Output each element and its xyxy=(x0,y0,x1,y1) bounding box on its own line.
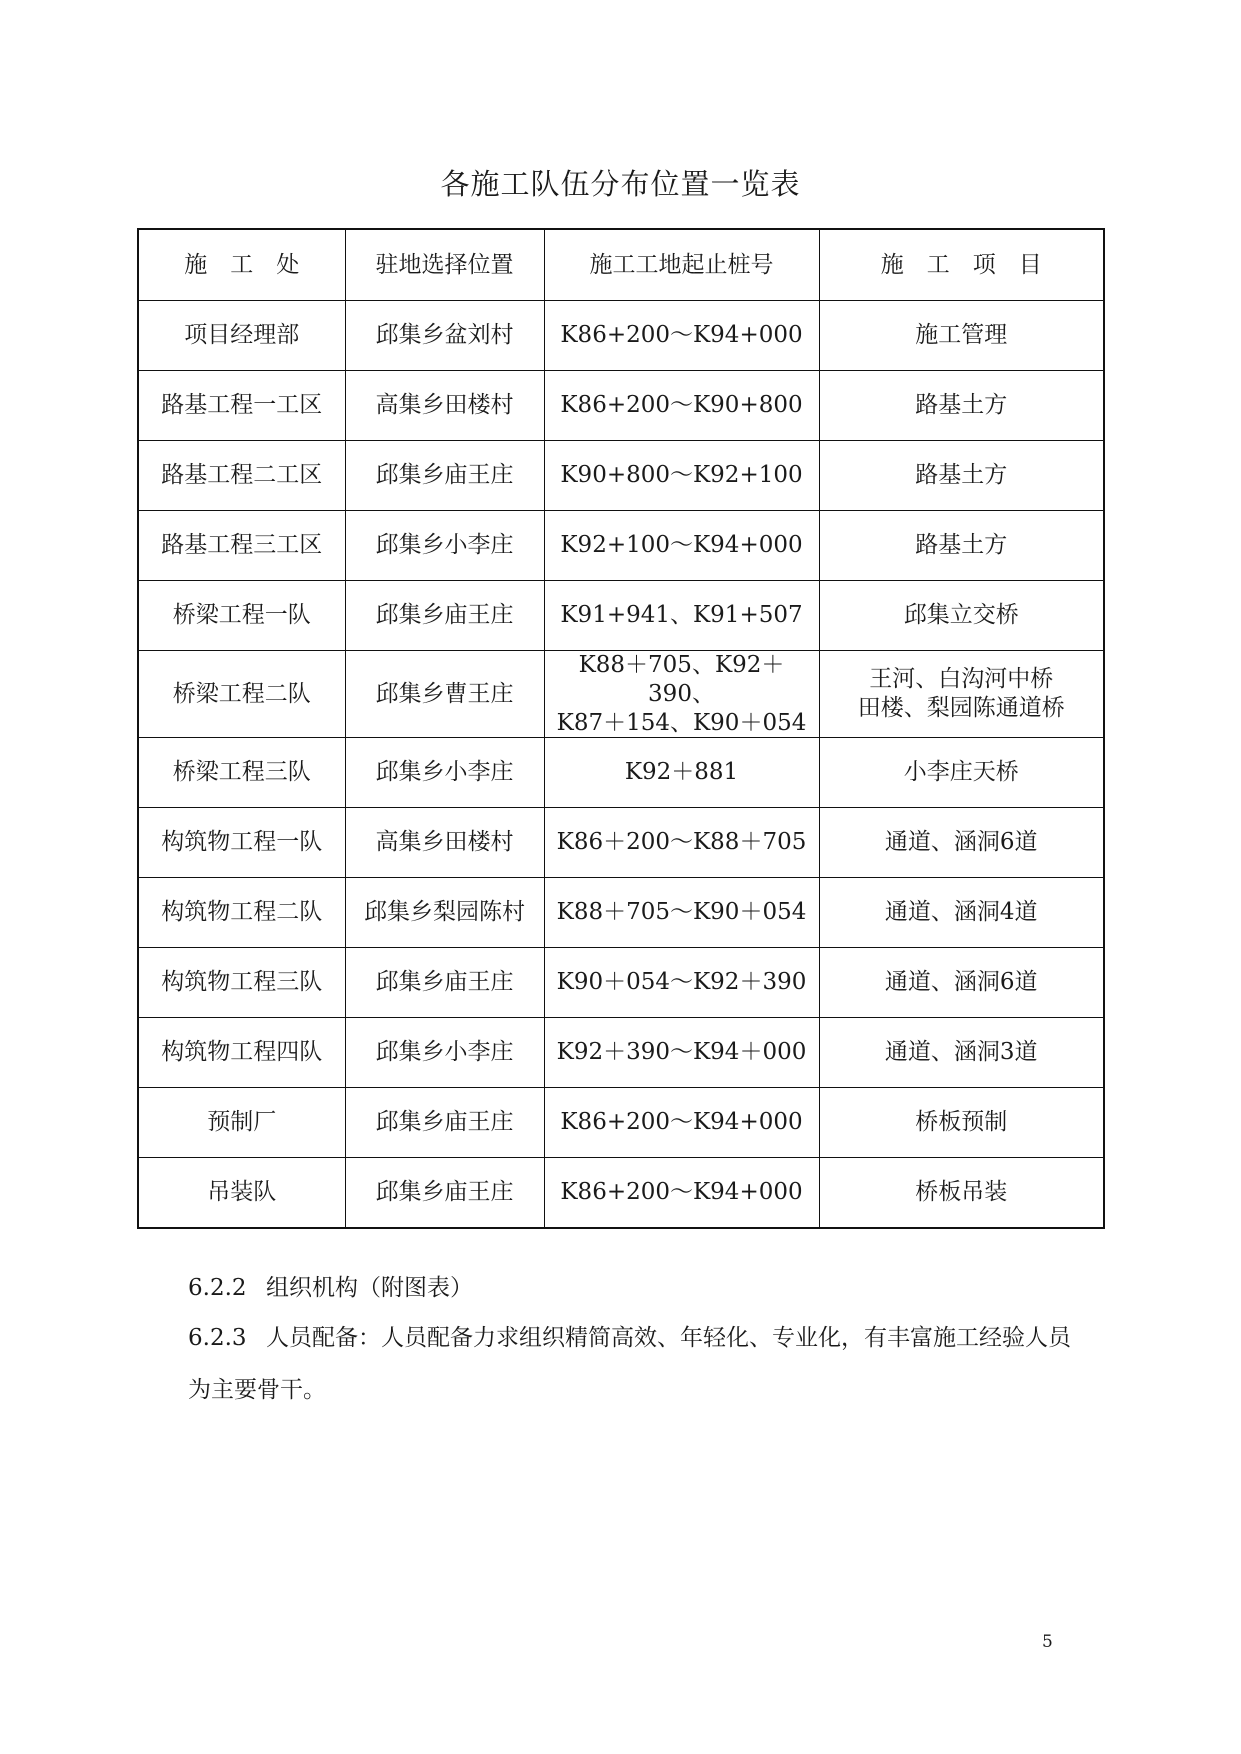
cell-unit: 路基工程一工区 xyxy=(138,371,345,441)
cell-work-line: 王河、白沟河中桥 xyxy=(869,666,1054,693)
cell-unit: 预制厂 xyxy=(138,1088,345,1158)
cell-stations-line: K92＋881 xyxy=(624,759,739,786)
cell-work xyxy=(819,948,1104,1018)
cell-stations-line: K86+200～K94+000 xyxy=(560,322,803,349)
cell-stations-line: K86＋200～K88＋705 xyxy=(556,829,807,856)
cell-work xyxy=(819,581,1104,651)
cell-unit: 吊装队 xyxy=(138,1158,345,1229)
cell-unit: 路基工程三工区 xyxy=(138,511,345,581)
cell-unit: 构筑物工程二队 xyxy=(138,878,345,948)
cell-unit: 构筑物工程四队 xyxy=(138,1018,345,1088)
cell-work xyxy=(819,511,1104,581)
section-6-2-2 xyxy=(188,1262,473,1314)
table-row xyxy=(138,948,1104,1018)
cell-unit: 桥梁工程三队 xyxy=(138,738,345,808)
cell-work-line: 路基土方 xyxy=(915,532,1008,559)
header-stations: 施工工地起止桩号 xyxy=(544,229,819,301)
cell-work-line: 施工管理 xyxy=(915,322,1008,349)
cell-unit: 构筑物工程三队 xyxy=(138,948,345,1018)
cell-work xyxy=(819,441,1104,511)
cell-stations xyxy=(544,441,819,511)
table-row xyxy=(138,511,1104,581)
cell-work xyxy=(819,738,1104,808)
cell-location: 邱集乡小李庄 xyxy=(345,1018,544,1088)
cell-stations xyxy=(544,878,819,948)
table-row xyxy=(138,1088,1104,1158)
cell-stations-line: K88＋705～K90＋054 xyxy=(556,899,807,926)
cell-location: 邱集乡小李庄 xyxy=(345,738,544,808)
cell-unit: 桥梁工程二队 xyxy=(138,651,345,738)
header-work: 施 工 项 目 xyxy=(819,229,1104,301)
cell-stations xyxy=(544,1088,819,1158)
cell-stations xyxy=(544,581,819,651)
cell-work xyxy=(819,1018,1104,1088)
section-number: 6.2.3 xyxy=(188,1325,247,1351)
section-text: 组织机构（附图表） xyxy=(266,1275,473,1301)
cell-work-line: 路基土方 xyxy=(915,392,1008,419)
table-row xyxy=(138,371,1104,441)
cell-work xyxy=(819,1158,1104,1229)
cell-location: 邱集乡小李庄 xyxy=(345,511,544,581)
cell-work xyxy=(819,808,1104,878)
cell-location: 邱集乡庙王庄 xyxy=(345,948,544,1018)
header-unit: 施 工 处 xyxy=(138,229,345,301)
cell-work-line: 通道、涵洞6道 xyxy=(884,969,1038,996)
cell-work-line: 桥板预制 xyxy=(915,1109,1008,1136)
table-row xyxy=(138,1018,1104,1088)
table-row xyxy=(138,581,1104,651)
cell-work xyxy=(819,301,1104,371)
cell-work-line: 田楼、梨园陈通道桥 xyxy=(857,695,1065,722)
cell-work-line: 通道、涵洞3道 xyxy=(884,1039,1038,1066)
cell-stations xyxy=(544,651,819,738)
cell-stations xyxy=(544,1158,819,1229)
cell-work-line: 邱集立交桥 xyxy=(903,602,1019,629)
table-header-row xyxy=(138,229,1104,301)
cell-work xyxy=(819,651,1104,738)
section-number: 6.2.2 xyxy=(188,1275,247,1301)
cell-location: 邱集乡庙王庄 xyxy=(345,441,544,511)
cell-stations-line: K90＋054～K92＋390 xyxy=(556,969,807,996)
cell-work xyxy=(819,878,1104,948)
cell-stations-line: K91+941、K91+507 xyxy=(560,602,803,629)
cell-work-line: 通道、涵洞6道 xyxy=(884,829,1038,856)
team-distribution-table xyxy=(137,228,1105,1229)
cell-location: 高集乡田楼村 xyxy=(345,808,544,878)
cell-work-line: 通道、涵洞4道 xyxy=(884,899,1038,926)
cell-unit: 构筑物工程一队 xyxy=(138,808,345,878)
cell-work-line: 小李庄天桥 xyxy=(903,759,1019,786)
cell-location: 邱集乡梨园陈村 xyxy=(345,878,544,948)
table-row xyxy=(138,1158,1104,1229)
section-text: 人员配备：人员配备力求组织精简高效、年轻化、专业化，有丰富施工经验人员为主要骨干。 xyxy=(188,1325,1071,1403)
cell-stations-line: K88＋705、K92＋390、 xyxy=(578,652,785,707)
cell-location: 邱集乡盆刘村 xyxy=(345,301,544,371)
table-row xyxy=(138,808,1104,878)
cell-work-line: 路基土方 xyxy=(915,462,1008,489)
cell-stations-line: K92＋390～K94＋000 xyxy=(556,1039,807,1066)
table-row xyxy=(138,651,1104,738)
cell-stations xyxy=(544,371,819,441)
cell-location: 邱集乡曹王庄 xyxy=(345,651,544,738)
cell-stations xyxy=(544,948,819,1018)
cell-work-line: 桥板吊装 xyxy=(915,1179,1008,1206)
cell-unit: 路基工程二工区 xyxy=(138,441,345,511)
cell-location: 邱集乡庙王庄 xyxy=(345,1158,544,1229)
page-number: 5 xyxy=(1042,1632,1053,1652)
cell-stations-line: K86+200～K94+000 xyxy=(560,1109,803,1136)
cell-work xyxy=(819,1088,1104,1158)
cell-stations-line: K92+100～K94+000 xyxy=(560,532,803,559)
cell-location: 邱集乡庙王庄 xyxy=(345,581,544,651)
cell-stations-line: K90+800～K92+100 xyxy=(560,462,803,489)
cell-stations-line: K86+200～K90+800 xyxy=(560,392,803,419)
table-row xyxy=(138,441,1104,511)
cell-unit: 项目经理部 xyxy=(138,301,345,371)
cell-stations xyxy=(544,808,819,878)
table-row xyxy=(138,301,1104,371)
cell-stations xyxy=(544,1018,819,1088)
cell-work xyxy=(819,371,1104,441)
header-location: 驻地选择位置 xyxy=(345,229,544,301)
cell-stations-line: K87＋154、K90＋054 xyxy=(556,709,807,736)
cell-location: 邱集乡庙王庄 xyxy=(345,1088,544,1158)
cell-unit: 桥梁工程一队 xyxy=(138,581,345,651)
cell-location: 高集乡田楼村 xyxy=(345,371,544,441)
cell-stations xyxy=(544,511,819,581)
page-title: 各施工队伍分布位置一览表 xyxy=(440,167,801,201)
cell-stations xyxy=(544,738,819,808)
cell-stations-line: K86+200～K94+000 xyxy=(560,1179,803,1206)
section-6-2-3 xyxy=(188,1312,1088,1416)
table-row xyxy=(138,878,1104,948)
table-row xyxy=(138,738,1104,808)
cell-stations xyxy=(544,301,819,371)
